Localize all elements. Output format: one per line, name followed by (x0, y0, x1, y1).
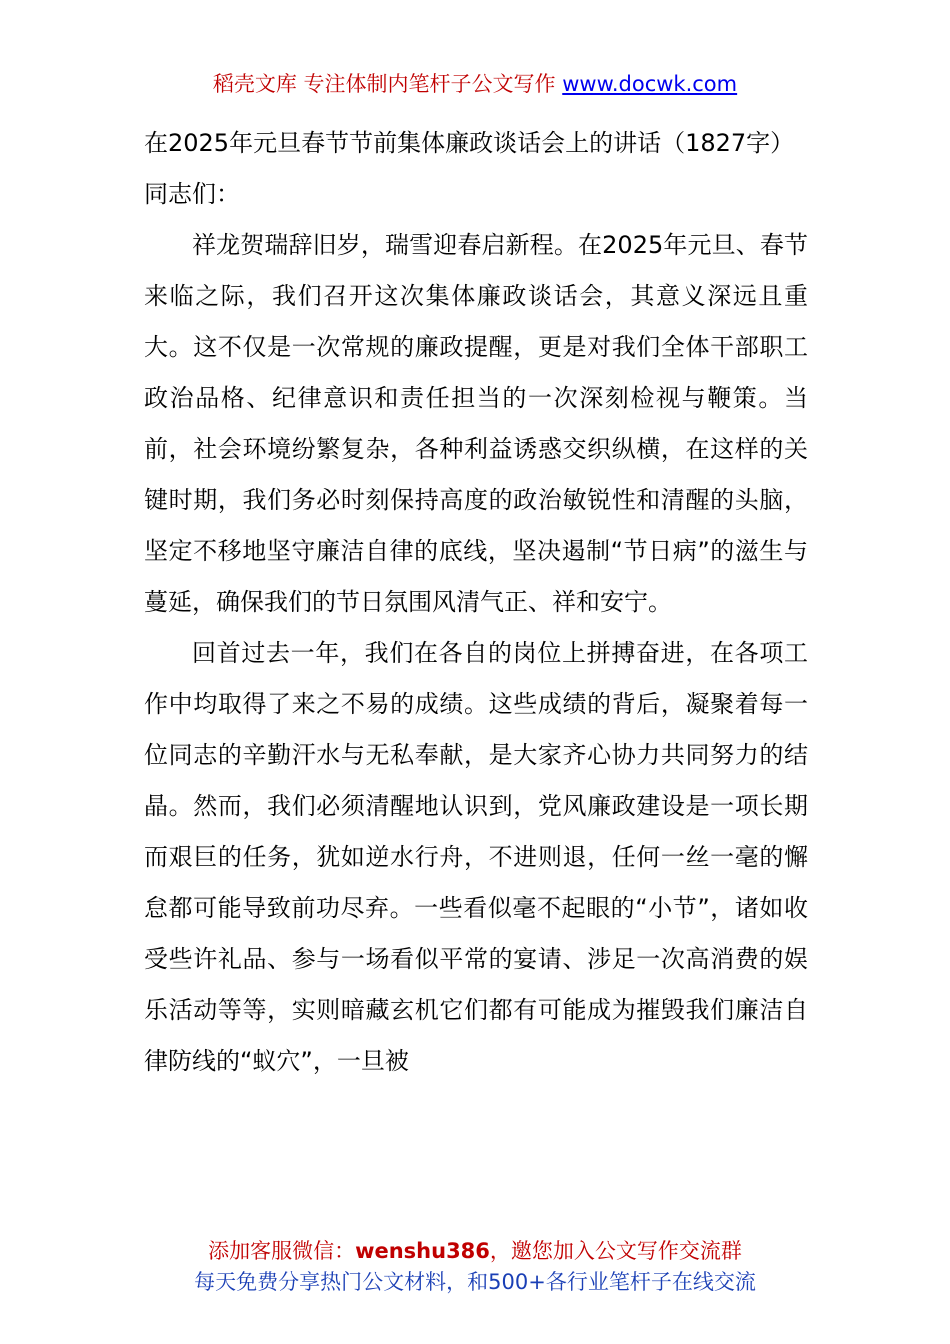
site-link[interactable]: www.docwk.com (562, 72, 738, 96)
footer-contact-line (0, 1236, 950, 1267)
document-body (144, 118, 808, 1087)
salutation: 同志们： (144, 180, 240, 208)
footer-contact-suffix: ，邀您加入公文写作交流群 (489, 1239, 742, 1263)
footer-promo-line: 每天免费分享热门公文材料，和500+各行业笔杆子在线交流 (194, 1270, 756, 1294)
paragraph-2: 回首过去一年，我们在各自的岗位上拼搏奋进，在各项工作中均取得了来之不易的成绩。这些成绩的背后，凝聚着每一位同志的辛勤汗水与无私奉献，是大家齐心协力共同努力的结晶。然而，我们必须清醒地认识到，党风廉政建设是一项长期而艰巨的任务，犹如逆水行舟，不进则退，任何一丝一毫的懈怠都可能导致前功尽弃。一些看似毫不起眼的“小节”，诸如收受些许礼品、参与一场看似平常的宴请、涉足一次高消费的娱乐活动等等，实则暗藏玄机它们都有可能成为摧毁我们廉洁自律防线的“蚁穴”，一旦被 (144, 639, 808, 1075)
page-header (0, 68, 950, 100)
footer-contact-prefix: 添加客服微信： (208, 1239, 356, 1263)
document-title: 在2025年元旦春节节前集体廉政谈话会上的讲话（1827字） (144, 129, 795, 157)
brand-slogan: 稻壳文库 专注体制内笔杆子公文写作 (212, 72, 556, 96)
wechat-id: wenshu386 (355, 1239, 490, 1263)
paragraph-1: 祥龙贺瑞辞旧岁，瑞雪迎春启新程。在2025年元旦、春节来临之际，我们召开这次集体廉政谈话会，其意义深远且重大。这不仅是一次常规的廉政提醒，更是对我们全体干部职工政治品格、纪律意识和责任担当的一次深刻检视与鞭策。当前，社会环境纷繁复杂，各种利益诱惑交织纵横，在这样的关键时期，我们务必时刻保持高度的政治敏锐性和清醒的头脑，坚定不移地坚守廉洁自律的底线，坚决遏制“节日病”的滋生与蔓延，确保我们的节日氛围风清气正、祥和安宁。 (144, 231, 808, 616)
page-footer (0, 1236, 950, 1298)
